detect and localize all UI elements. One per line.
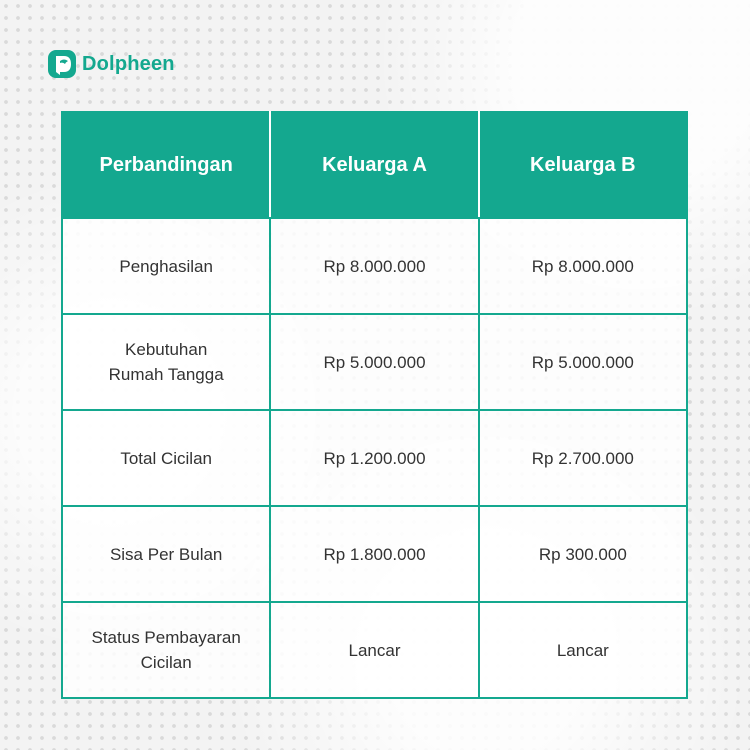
header-keluarga-a: Keluarga A <box>270 112 478 218</box>
dolphin-logo-icon <box>48 50 76 78</box>
header-perbandingan: Perbandingan <box>62 112 270 218</box>
keluarga-b-total-cicilan: Rp 2.700.000 <box>479 410 687 506</box>
row-label-penghasilan: Penghasilan <box>62 218 270 314</box>
table-row <box>62 314 687 410</box>
row-label-total-cicilan: Total Cicilan <box>62 410 270 506</box>
table-row <box>62 218 687 314</box>
header-keluarga-b: Keluarga B <box>479 112 687 218</box>
comparison-table <box>61 111 688 699</box>
keluarga-b-penghasilan: Rp 8.000.000 <box>479 218 687 314</box>
row-label-status-pembayaran-cicilan: Status Pembayaran Cicilan <box>62 602 270 698</box>
table-row <box>62 410 687 506</box>
brand-name: Dolpheen <box>82 52 175 75</box>
comparison-table-container <box>61 111 688 699</box>
keluarga-a-status: Lancar <box>270 602 478 698</box>
row-label-kebutuhan-rumah-tangga: Kebutuhan Rumah Tangga <box>62 314 270 410</box>
table-header-row <box>62 112 687 218</box>
keluarga-a-sisa-per-bulan: Rp 1.800.000 <box>270 506 478 602</box>
table-row <box>62 506 687 602</box>
row-label-sisa-per-bulan: Sisa Per Bulan <box>62 506 270 602</box>
keluarga-a-total-cicilan: Rp 1.200.000 <box>270 410 478 506</box>
keluarga-a-kebutuhan: Rp 5.000.000 <box>270 314 478 410</box>
keluarga-a-penghasilan: Rp 8.000.000 <box>270 218 478 314</box>
keluarga-b-status: Lancar <box>479 602 687 698</box>
keluarga-b-sisa-per-bulan: Rp 300.000 <box>479 506 687 602</box>
brand <box>48 50 175 78</box>
table-row <box>62 602 687 698</box>
keluarga-b-kebutuhan: Rp 5.000.000 <box>479 314 687 410</box>
